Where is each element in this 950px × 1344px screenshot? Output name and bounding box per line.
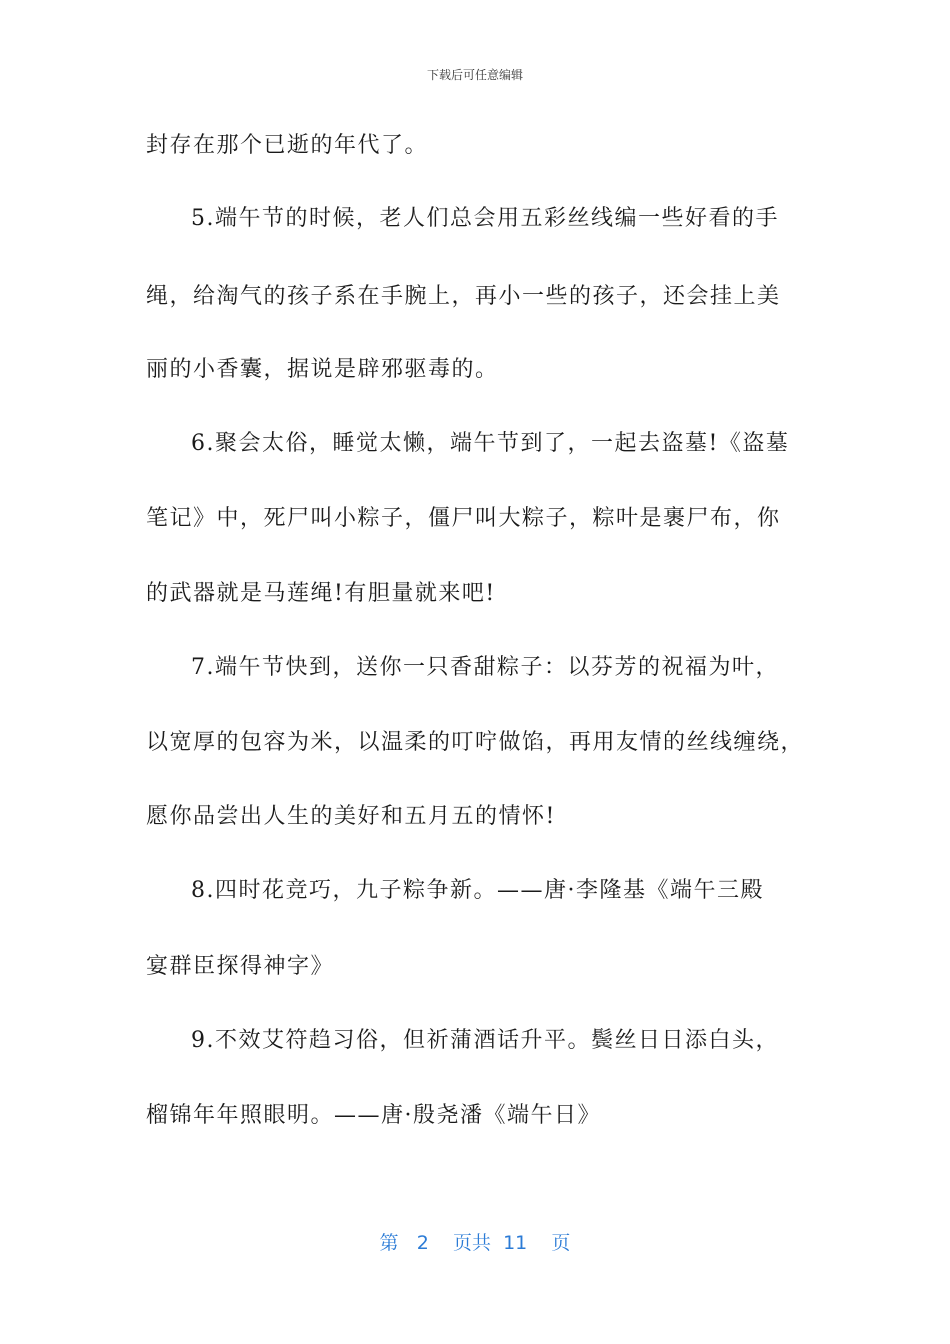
footer-suffix: 页 [551, 1232, 571, 1254]
page-total: 11 [503, 1232, 528, 1254]
page-number: 2 [416, 1232, 429, 1254]
text-line: 宴群臣探得神字》 [146, 954, 335, 979]
text-line: 愿你品尝出人生的美好和五月五的情怀! [146, 804, 556, 829]
text-line: 的武器就是马莲绳!有胆量就来吧! [146, 581, 496, 606]
text-line: 9.不效艾符趋习俗，但祈蒲酒话升平。鬓丝日日添白头， [191, 1028, 779, 1053]
text-line: 以宽厚的包容为米，以温柔的叮咛做馅，再用友情的丝线缠绕， [146, 730, 805, 755]
text-line: 绳，给淘气的孩子系在手腕上，再小一些的孩子，还会挂上美 [146, 284, 781, 309]
text-line: 丽的小香囊，据说是辟邪驱毒的。 [146, 357, 499, 382]
footer-middle: 页共 [452, 1232, 491, 1254]
text-line: 笔记》中，死尸叫小粽子，僵尸叫大粽子，粽叶是裹尸布，你 [146, 506, 781, 531]
text-line: 6.聚会太俗，睡觉太懒，端午节到了，一起去盗墓!《盗墓 [191, 431, 790, 456]
page-footer [0, 1228, 950, 1255]
text-line: 榴锦年年照眼明。——唐·殷尧潘《端午日》 [146, 1103, 601, 1128]
text-line: 5.端午节的时候，老人们总会用五彩丝线编一些好看的手 [191, 206, 779, 231]
text-line: 8.四时花竞巧，九子粽争新。——唐·李隆基《端午三殿 [191, 878, 764, 903]
text-line: 7.端午节快到，送你一只香甜粽子：以芬芳的祝福为叶， [191, 655, 779, 680]
page-header: 下载后可任意编辑 [426, 68, 523, 82]
footer-prefix: 第 [379, 1232, 399, 1254]
text-line: 封存在那个已逝的年代了。 [146, 133, 429, 158]
